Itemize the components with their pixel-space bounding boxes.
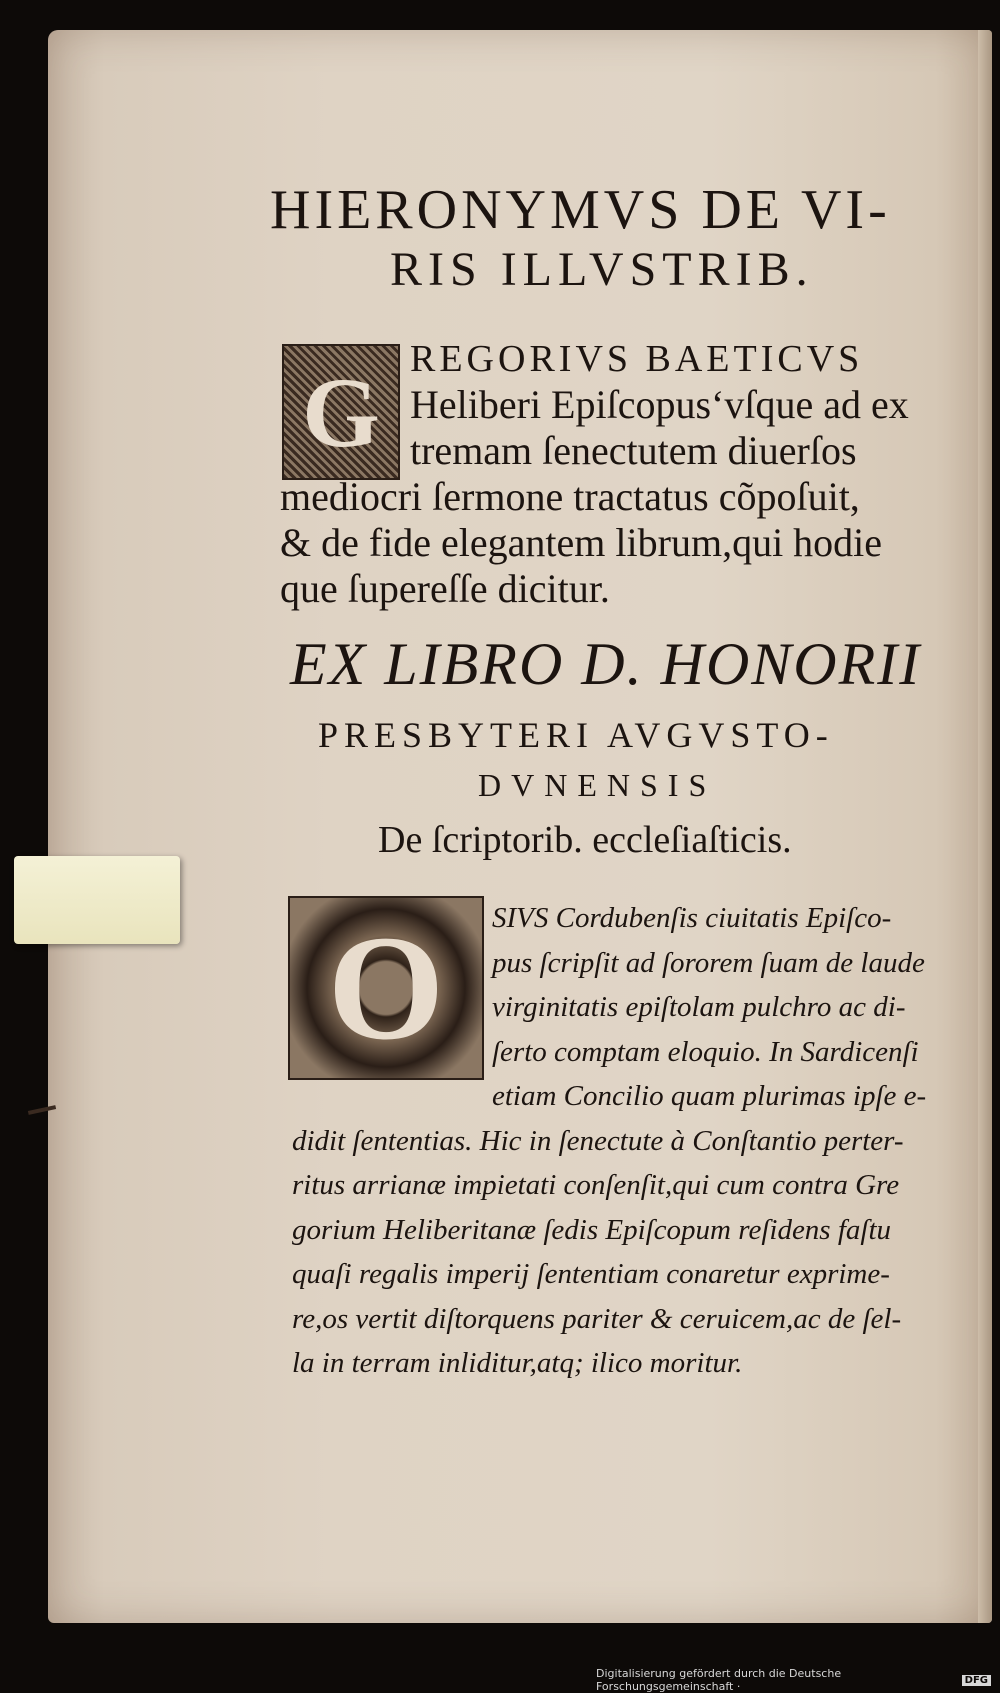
paragraph-gregorius — [280, 336, 980, 612]
section-heading: EX LIBRO D. HONORII — [290, 631, 922, 697]
paragraph-line: gorium Heliberitanæ ſedis Epiſcopum reſidens faſtu — [292, 1213, 892, 1246]
subtitle-line-2: DVNENSIS — [478, 767, 717, 803]
paragraph-line: Heliberi Epiſcopus‘vſque ad ex — [410, 382, 909, 427]
initial-letter-o: O — [327, 905, 445, 1071]
paragraph-line: la in terram inliditur,atq; ilico moritur. — [292, 1347, 743, 1379]
paragraph-line: etiam Concilio quam plurimas ipſe e- — [492, 1080, 927, 1112]
page-heading — [270, 178, 970, 298]
paragraph-line: REGORIVS BAETICVS — [410, 338, 864, 380]
dfg-logo-icon: DFG — [962, 1675, 991, 1686]
subtitle-line-1: PRESBYTERI AVGVSTO- — [318, 715, 834, 755]
paragraph-line: & de fide elegantem librum,qui hodie — [280, 520, 883, 565]
paragraph-line: virginitatis epiſtolam pulchro ac di- — [492, 991, 906, 1023]
paragraph-line: didit ſententias. Hic in ſenectute à Conſtantio perter- — [292, 1124, 904, 1157]
footer-text: Digitalisierung gefördert durch die Deutsche Forschungsgemeinschaft · — [596, 1667, 842, 1693]
paragraph-osius — [292, 896, 982, 1386]
paragraph-line: SIVS Cordubenſis ciuitatis Epiſco- — [492, 902, 892, 934]
heading-line-2: RIS ILLVSTRIB. — [390, 243, 814, 297]
initial-letter-g: G — [302, 356, 380, 468]
section-subheading: De ſcriptorib. eccleſiaſticis. — [378, 819, 792, 861]
paragraph-line: re,os vertit diſtorquens pariter & ceruicem,ac de ſel- — [292, 1302, 902, 1335]
digitization-footer — [596, 1667, 991, 1693]
heading-line-1: HIERONYMVS DE VI- — [270, 179, 891, 241]
paragraph-line: tremam ſenectutem diuerſos — [410, 428, 857, 473]
section-subtitle — [318, 710, 958, 810]
paragraph-line: pus ſcripſit ad ſororem ſuam de laude — [492, 946, 925, 979]
paragraph-line: ſerto comptam eloquio. In Sardicenſi — [492, 1035, 919, 1068]
paragraph-line: que ſupereſſe dicitur. — [280, 566, 610, 611]
paragraph-line: ritus arrianæ impietati conſenſit,qui cum contra Gre — [292, 1169, 900, 1201]
paragraph-line: mediocri ſermone tractatus cõpoſuit, — [280, 474, 860, 519]
paragraph-line: quaſi regalis imperij ſententiam conaretur exprime- — [292, 1258, 890, 1290]
paper-bookmark — [14, 856, 180, 944]
